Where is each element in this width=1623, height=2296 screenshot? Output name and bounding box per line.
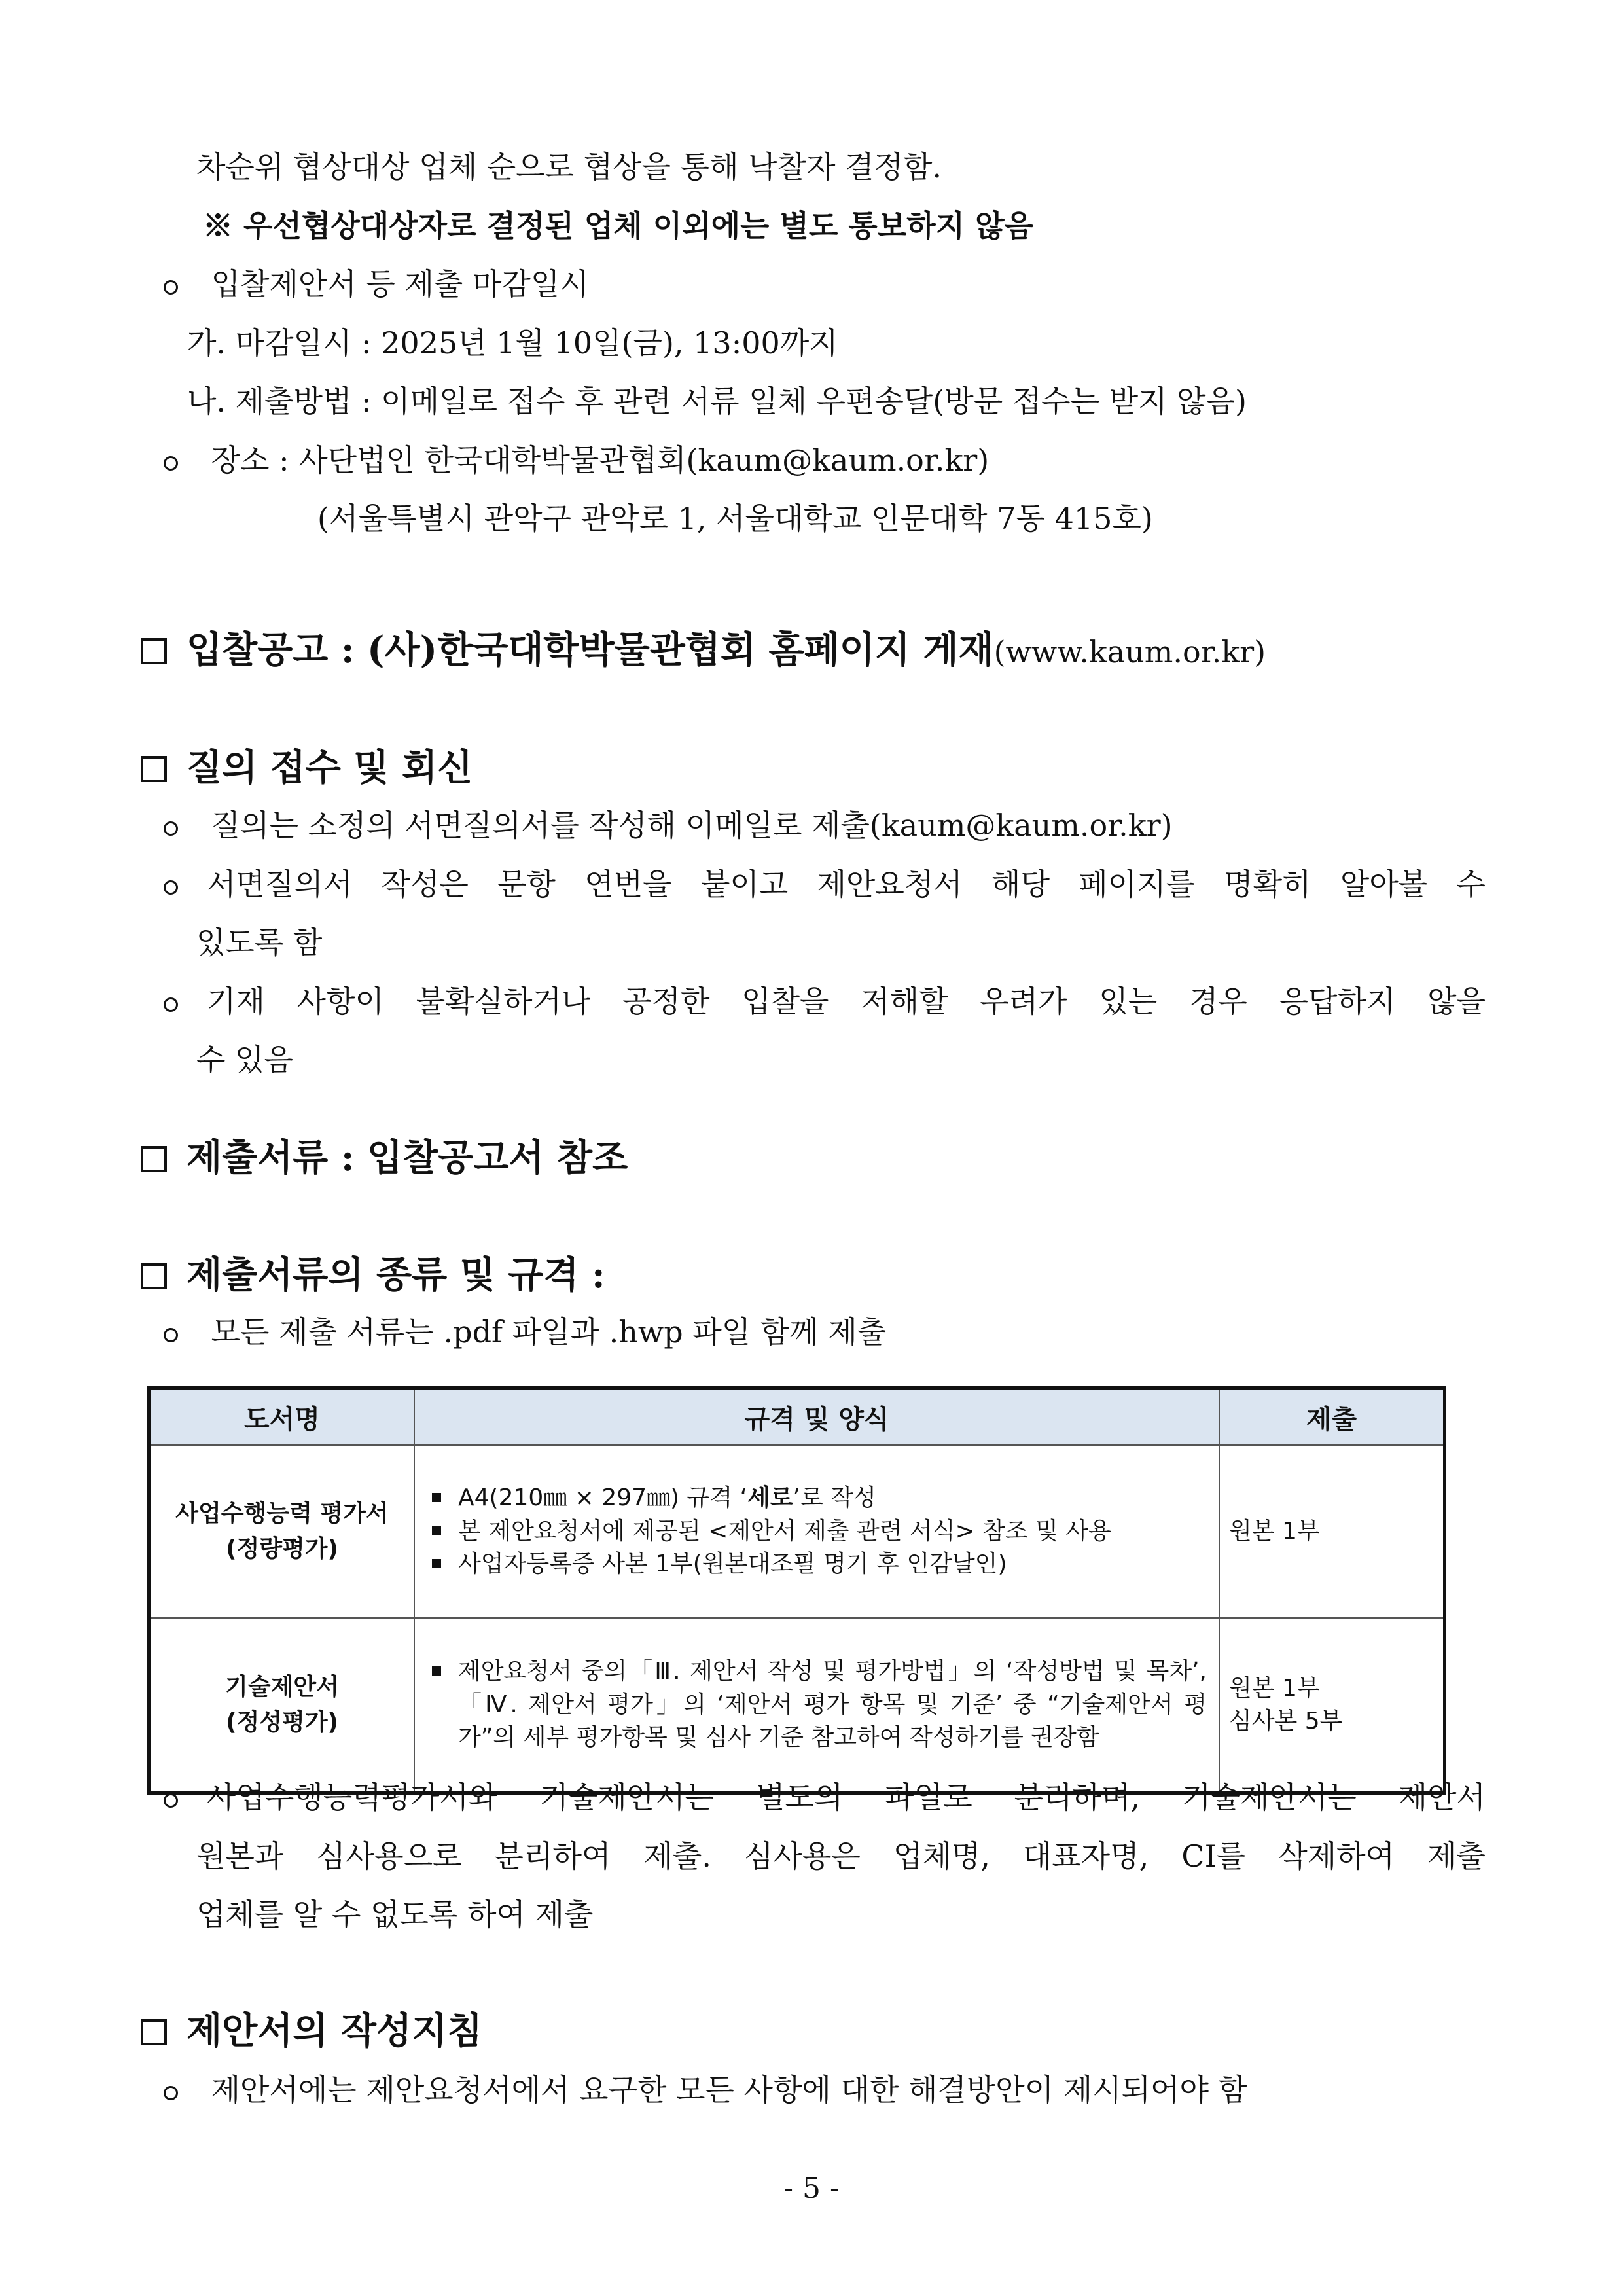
section-notice: 입찰공고 : (사)한국대학박물관협회 홈페이지 게재(www.kaum.or.kr)	[141, 628, 1266, 672]
submission-docs-table	[147, 1386, 1446, 1795]
header-submit: 제출	[1219, 1388, 1445, 1446]
circle-bullet-icon	[164, 2086, 178, 2100]
separation-paragraph-line3: 업체를 알 수 없도록 하여 제출	[196, 1897, 594, 1932]
spec-item: A4(210㎜ × 297㎜) 규격 ‘세로’로 작성	[428, 1482, 1207, 1515]
submit-cell: 원본 1부	[1219, 1445, 1445, 1618]
inquiry-bullet-1: 질의는 소정의 서면질의서를 작성해 이메일로 제출(kaum@kaum.or.kr)	[164, 808, 1173, 844]
doc-name-cell: 기술제안서 (정성평가)	[149, 1618, 415, 1793]
circle-bullet-icon	[164, 821, 178, 836]
checkbox-square-icon	[141, 756, 167, 782]
deadline-date: 가. 마감일시 : 2025년 1월 10일(금), 13:00까지	[187, 325, 838, 361]
header-spec: 규격 및 양식	[414, 1388, 1219, 1446]
circle-bullet-icon	[164, 456, 178, 471]
header-doc-name: 도서명	[149, 1388, 415, 1446]
checkbox-square-icon	[141, 1263, 167, 1289]
checkbox-square-icon	[141, 2019, 167, 2045]
doc-types-bullet: 모든 제출 서류는 .pdf 파일과 .hwp 파일 함께 제출	[164, 1314, 886, 1350]
spec-cell	[414, 1445, 1219, 1618]
intro-note: ※ 우선협상대상자로 결정된 업체 이외에는 별도 통보하지 않음	[203, 208, 1034, 243]
section-docs: 제출서류 : 입찰공고서 참조	[141, 1136, 628, 1180]
page-number: - 5 -	[783, 2172, 840, 2205]
inquiry-bullet-2: 서면질의서 작성은 문항 연번을 붙이고 제안요청서 해당 페이지를 명확히 알아볼 수	[164, 867, 1486, 903]
place-address: (서울특별시 관악구 관악로 1, 서울대학교 인문대학 7동 415호)	[317, 501, 1153, 536]
deadline-method: 나. 제출방법 : 이메일로 접수 후 관련 서류 일체 우편송달(방문 접수는 받지 않음)	[187, 384, 1247, 419]
place-line: 장소 : 사단법인 한국대학박물관협회(kaum@kaum.or.kr)	[164, 442, 989, 478]
spec-cell	[414, 1618, 1219, 1793]
checkbox-square-icon	[141, 1146, 167, 1172]
doc-name-cell: 사업수행능력 평가서 (정량평가)	[149, 1445, 415, 1618]
checkbox-square-icon	[141, 638, 167, 664]
inquiry-bullet-3-cont: 수 있음	[196, 1042, 293, 1077]
circle-bullet-icon	[164, 280, 178, 295]
spec-item: 제안요청서 중의「Ⅲ. 제안서 작성 및 평가방법」의 ‘작성방법 및 목차’,「Ⅳ. 제안서 평가」의 ‘제안서 평가 항목 및 기준’ 중 “기술제안서 평가”의 세부 평가항목 및 심사 기준 참고하여 작성하기를 권장함	[428, 1655, 1207, 1754]
table-header-row	[149, 1388, 1445, 1446]
section-doc-types: 제출서류의 종류 및 규격 :	[141, 1253, 605, 1297]
spec-item: 사업자등록증 사본 1부(원본대조필 명기 후 인감날인)	[428, 1548, 1207, 1581]
circle-bullet-icon	[164, 1793, 178, 1808]
section-inquiry: 질의 접수 및 회신	[141, 746, 473, 790]
table-row	[149, 1618, 1445, 1793]
circle-bullet-icon	[164, 1328, 178, 1342]
spec-item: 본 제안요청서에 제공된 <제안서 제출 관련 서식> 참조 및 사용	[428, 1515, 1207, 1548]
guide-bullet: 제안서에는 제안요청서에서 요구한 모든 사항에 대한 해결방안이 제시되어야 함	[164, 2072, 1247, 2108]
circle-bullet-icon	[164, 880, 178, 895]
separation-paragraph: 사업수행능력평가서와 기술제안서는 별도의 파일로 분리하며, 기술제안서는 제안서	[164, 1780, 1486, 1816]
separation-paragraph-line2: 원본과 심사용으로 분리하여 제출. 심사용은 업체명, 대표자명, CI를 삭제하여 제출	[196, 1839, 1486, 1874]
inquiry-bullet-2-cont: 있도록 함	[196, 925, 323, 960]
submit-cell: 원본 1부 심사본 5부	[1219, 1618, 1445, 1793]
table-row	[149, 1445, 1445, 1618]
circle-bullet-icon	[164, 997, 178, 1012]
deadline-heading: 입찰제안서 등 제출 마감일시	[164, 266, 589, 302]
section-guide: 제안서의 작성지침	[141, 2009, 482, 2053]
inquiry-bullet-3: 기재 사항이 불확실하거나 공정한 입찰을 저해할 우려가 있는 경우 응답하지 않을	[164, 984, 1486, 1020]
intro-line: 차순위 협상대상 업체 순으로 협상을 통해 낙찰자 결정함.	[196, 149, 942, 185]
